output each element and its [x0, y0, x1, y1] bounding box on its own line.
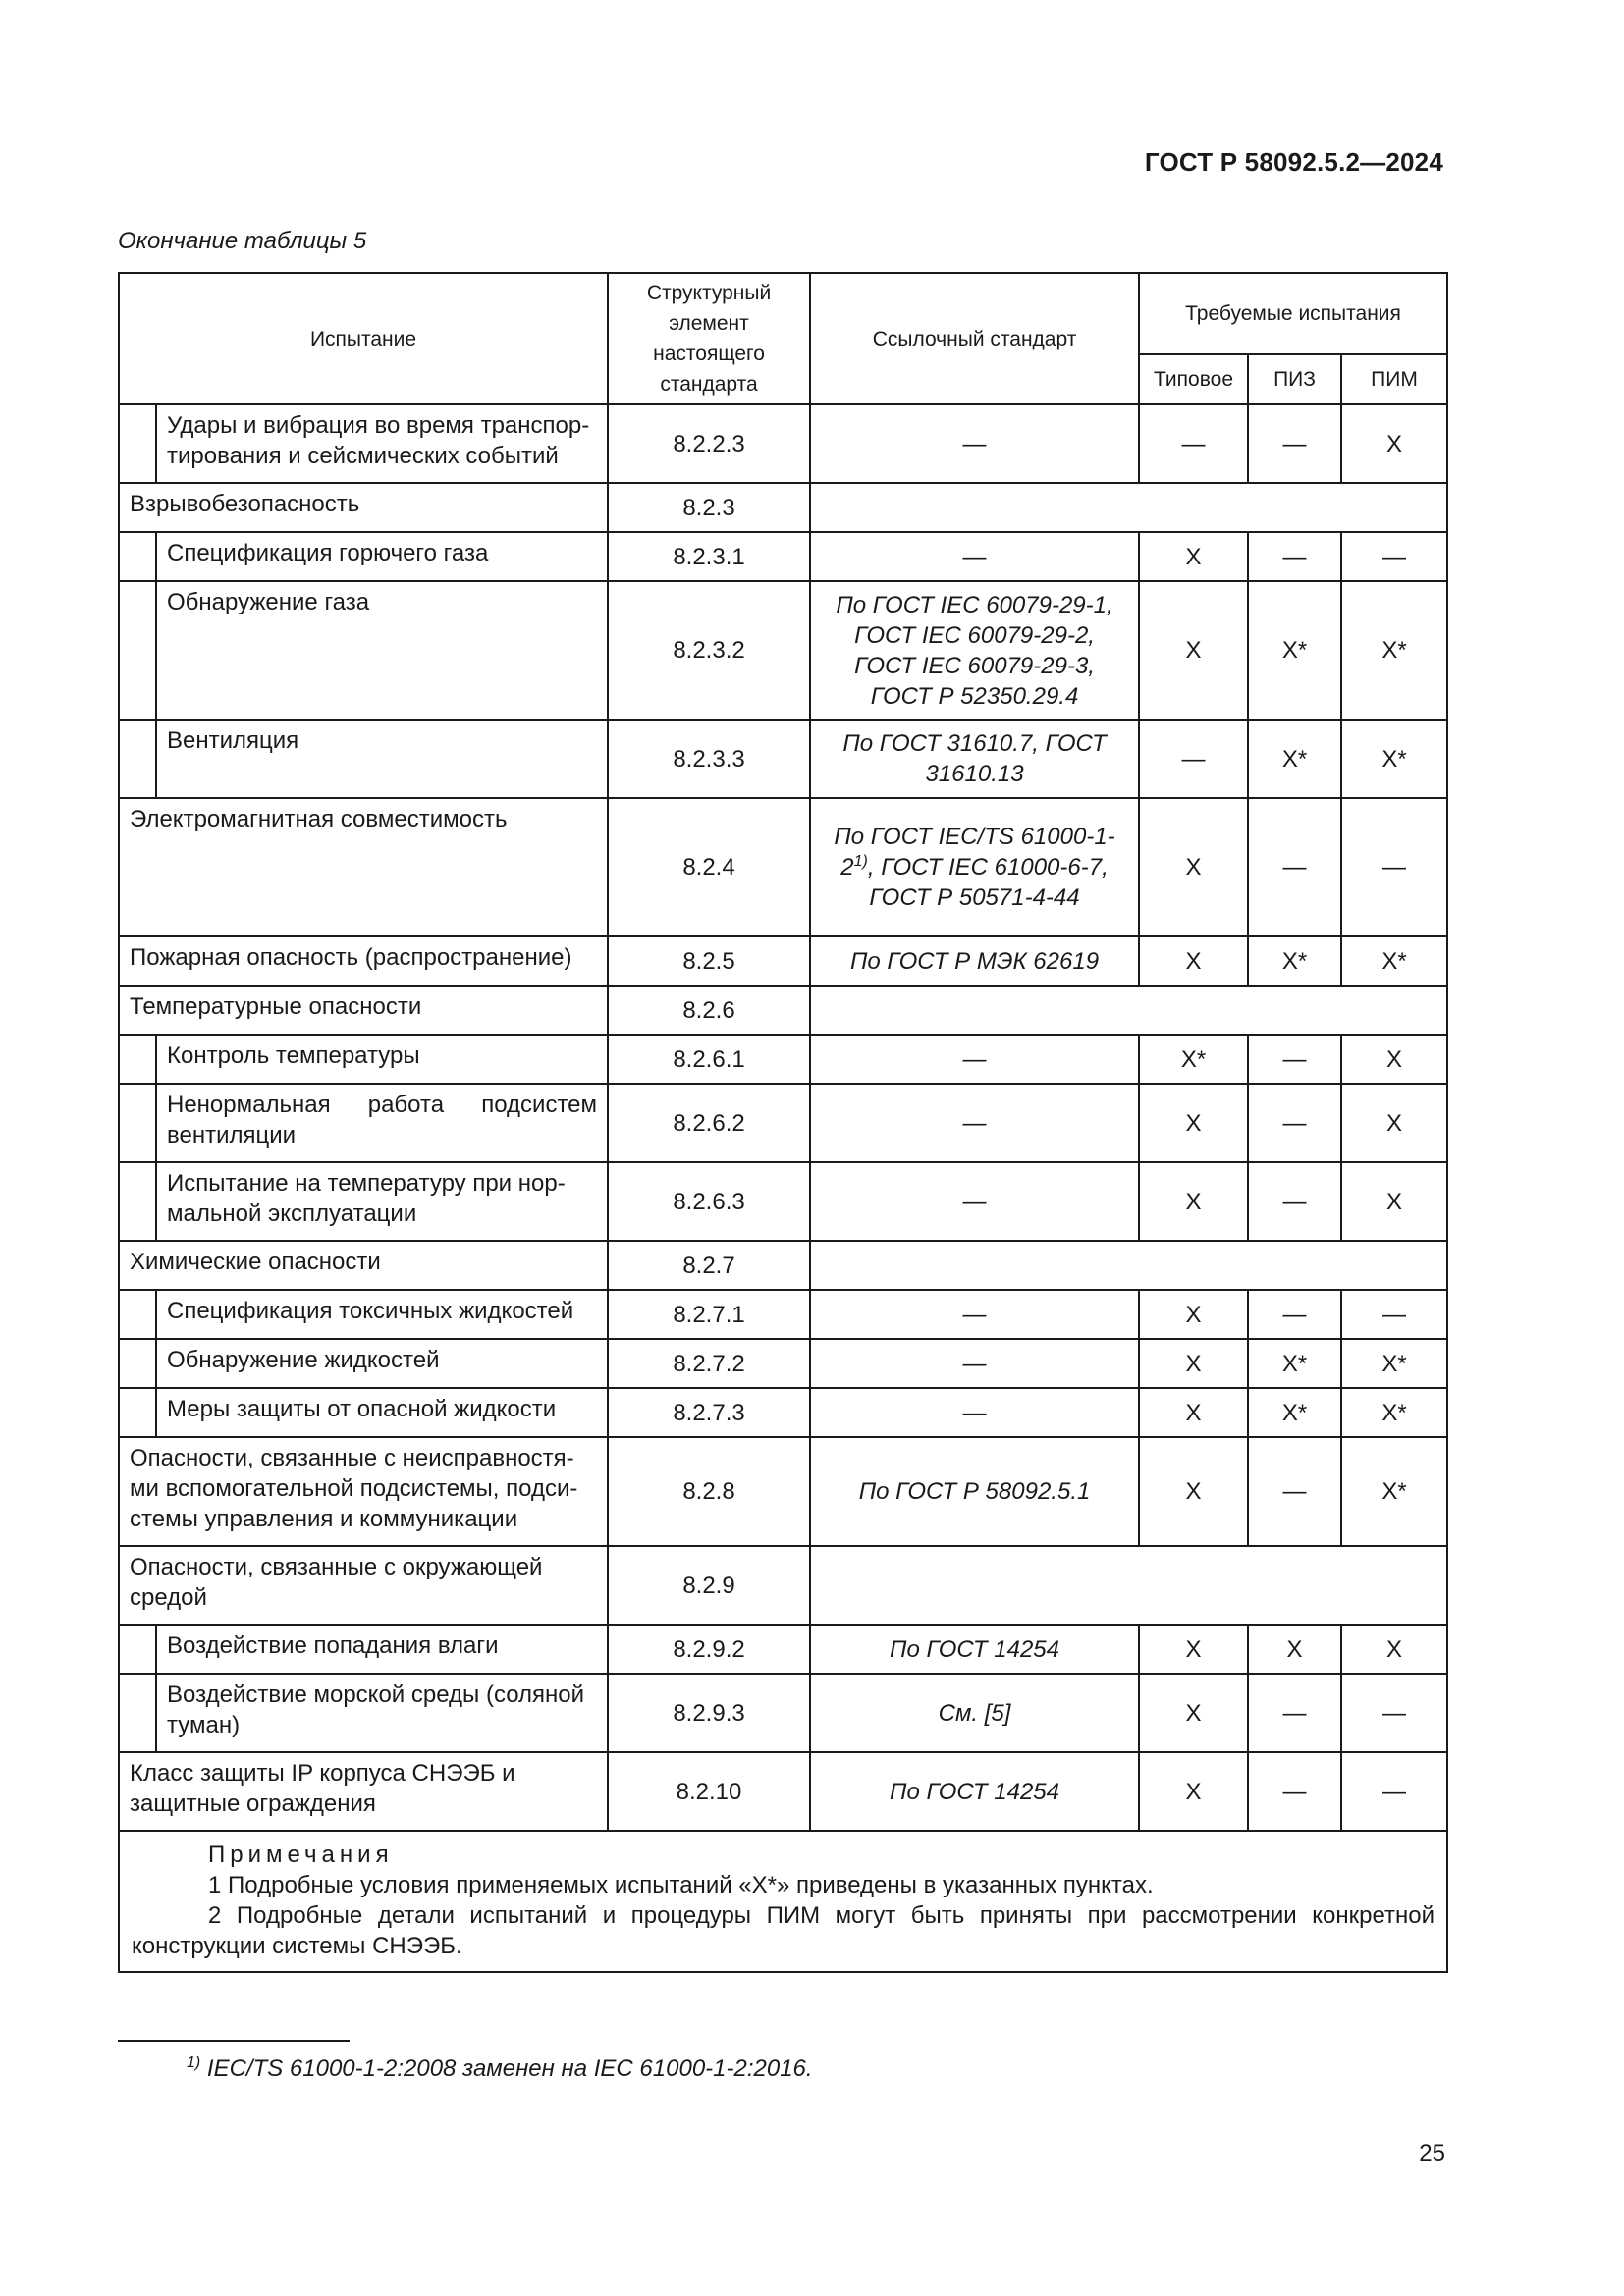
- element-cell: 8.2.3.3: [608, 720, 810, 798]
- indent-cell: [119, 1674, 156, 1752]
- reference-cell: [810, 798, 1139, 936]
- piz-cell: —: [1248, 1162, 1341, 1241]
- header-test: Испытание: [119, 273, 608, 404]
- element-cell: 8.2.3: [608, 483, 810, 532]
- reference-cell: —: [810, 1162, 1139, 1241]
- reference-cell: —: [810, 404, 1139, 483]
- pim-cell: —: [1341, 532, 1447, 581]
- group-title-cell: Химические опасности: [119, 1241, 608, 1290]
- table-row-group: [119, 1546, 1447, 1625]
- empty-cell: [810, 1546, 1447, 1625]
- indent-cell: [119, 1035, 156, 1084]
- empty-cell: [810, 1241, 1447, 1290]
- table-row: [119, 720, 1447, 798]
- test-cell: Спецификация горючего газа: [156, 532, 608, 581]
- table-row-group: [119, 798, 1447, 936]
- header-element: Структурный элемент настоящего стандарта: [608, 273, 810, 404]
- element-cell: 8.2.4: [608, 798, 810, 936]
- element-cell: 8.2.3.1: [608, 532, 810, 581]
- group-title-cell: Электромагнитная совместимость: [119, 798, 608, 936]
- test-cell: Контроль температуры: [156, 1035, 608, 1084]
- table-row: [119, 581, 1447, 720]
- table-row-group: [119, 1437, 1447, 1546]
- piz-cell: —: [1248, 798, 1341, 936]
- piz-cell: —: [1248, 1084, 1341, 1162]
- table-row: [119, 1084, 1447, 1162]
- table-row: [119, 1290, 1447, 1339]
- element-cell: 8.2.7.2: [608, 1339, 810, 1388]
- piz-cell: X*: [1248, 581, 1341, 720]
- table-row: [119, 1625, 1447, 1674]
- pim-cell: X*: [1341, 1437, 1447, 1546]
- indent-cell: [119, 532, 156, 581]
- empty-cell: [810, 986, 1447, 1035]
- reference-text: По ГОСТ IEC/TS 61000-1-2: [834, 824, 1115, 881]
- group-title-cell: Температурные опасности: [119, 986, 608, 1035]
- piz-cell: X*: [1248, 720, 1341, 798]
- typical-cell: X: [1139, 1437, 1248, 1546]
- indent-cell: [119, 1084, 156, 1162]
- notes-title: Примечания: [208, 1842, 394, 1868]
- test-cell: Меры защиты от опасной жидкости: [156, 1388, 608, 1437]
- reference-cell: —: [810, 1290, 1139, 1339]
- typical-cell: X: [1139, 798, 1248, 936]
- reference-cell: По ГОСТ Р 58092.5.1: [810, 1437, 1139, 1546]
- group-title-cell: Пожарная опасность (распространение): [119, 936, 608, 986]
- header-row-1: [119, 273, 1447, 354]
- header-pim: ПИМ: [1341, 354, 1447, 404]
- table-row: [119, 1388, 1447, 1437]
- table-row: [119, 1339, 1447, 1388]
- reference-cell: По ГОСТ 14254: [810, 1752, 1139, 1831]
- reference-cell: См. [5]: [810, 1674, 1139, 1752]
- reference-cell: —: [810, 1339, 1139, 1388]
- typical-cell: X: [1139, 1674, 1248, 1752]
- group-title-cell: Опасности, связанные с окружающей средой: [119, 1546, 608, 1625]
- typical-cell: X: [1139, 1339, 1248, 1388]
- element-cell: 8.2.10: [608, 1752, 810, 1831]
- typical-cell: X: [1139, 1162, 1248, 1241]
- document-code: ГОСТ Р 58092.5.2—2024: [1144, 147, 1443, 177]
- table-caption: Окончание таблицы 5: [118, 228, 367, 254]
- piz-cell: X: [1248, 1625, 1341, 1674]
- typical-cell: X: [1139, 532, 1248, 581]
- reference-cell: —: [810, 1035, 1139, 1084]
- page-number: 25: [1419, 2140, 1445, 2166]
- typical-cell: X: [1139, 1290, 1248, 1339]
- test-cell: Удары и вибрация во время транспор-тирования и сейсмических событий: [156, 404, 608, 483]
- table-row: [119, 404, 1447, 483]
- test-cell: Воздействие попадания влаги: [156, 1625, 608, 1674]
- typical-cell: —: [1139, 720, 1248, 798]
- pim-cell: X: [1341, 1035, 1447, 1084]
- element-cell: 8.2.2.3: [608, 404, 810, 483]
- typical-cell: X: [1139, 936, 1248, 986]
- pim-cell: X: [1341, 1162, 1447, 1241]
- reference-cell: —: [810, 532, 1139, 581]
- pim-cell: X*: [1341, 936, 1447, 986]
- table-row-group: [119, 1241, 1447, 1290]
- element-cell: 8.2.7.3: [608, 1388, 810, 1437]
- typical-cell: —: [1139, 404, 1248, 483]
- element-cell: 8.2.3.2: [608, 581, 810, 720]
- piz-cell: X*: [1248, 1339, 1341, 1388]
- element-cell: 8.2.8: [608, 1437, 810, 1546]
- element-cell: 8.2.5: [608, 936, 810, 986]
- reference-cell: По ГОСТ IEC 60079-29-1, ГОСТ IEC 60079-29-2, ГОСТ IEC 60079-29-3, ГОСТ Р 52350.29.4: [810, 581, 1139, 720]
- typical-cell: X: [1139, 1084, 1248, 1162]
- indent-cell: [119, 1339, 156, 1388]
- pim-cell: X: [1341, 1625, 1447, 1674]
- indent-cell: [119, 1290, 156, 1339]
- pim-cell: X*: [1341, 1388, 1447, 1437]
- note-item: 2 Подробные детали испытаний и процедуры ПИМ могут быть приняты при рассмотрении конкретной конструкции системы СНЭЭБ.: [132, 1902, 1435, 1959]
- table-row: [119, 532, 1447, 581]
- piz-cell: X*: [1248, 1388, 1341, 1437]
- element-cell: 8.2.9: [608, 1546, 810, 1625]
- piz-cell: —: [1248, 1437, 1341, 1546]
- test-cell: Вентиляция: [156, 720, 608, 798]
- table-row: [119, 1035, 1447, 1084]
- pim-cell: —: [1341, 1752, 1447, 1831]
- test-cell: Спецификация токсичных жидкостей: [156, 1290, 608, 1339]
- indent-cell: [119, 581, 156, 720]
- typical-cell: X: [1139, 1388, 1248, 1437]
- footnote-mark: 1): [187, 2055, 201, 2071]
- element-cell: 8.2.6: [608, 986, 810, 1035]
- note-item: 1 Подробные условия применяемых испытаний «X*» приведены в указанных пунктах.: [208, 1872, 1154, 1898]
- pim-cell: —: [1341, 798, 1447, 936]
- indent-cell: [119, 1625, 156, 1674]
- typical-cell: X: [1139, 1625, 1248, 1674]
- table-row: [119, 1674, 1447, 1752]
- reference-cell: По ГОСТ 31610.7, ГОСТ 31610.13: [810, 720, 1139, 798]
- pim-cell: X*: [1341, 1339, 1447, 1388]
- test-cell: Обнаружение газа: [156, 581, 608, 720]
- test-cell: Обнаружение жидкостей: [156, 1339, 608, 1388]
- tests-table: [118, 272, 1448, 1973]
- piz-cell: —: [1248, 404, 1341, 483]
- footnote: [187, 2056, 813, 2083]
- indent-cell: [119, 404, 156, 483]
- reference-text: , ГОСТ IEC 61000-6-7, ГОСТ Р 50571-4-44: [867, 854, 1109, 911]
- pim-cell: —: [1341, 1290, 1447, 1339]
- pim-cell: X: [1341, 404, 1447, 483]
- reference-cell: По ГОСТ Р МЭК 62619: [810, 936, 1139, 986]
- reference-cell: —: [810, 1084, 1139, 1162]
- reference-cell: По ГОСТ 14254: [810, 1625, 1139, 1674]
- typical-cell: X: [1139, 1752, 1248, 1831]
- test-cell: Воздействие морской среды (соляной туман): [156, 1674, 608, 1752]
- footnote-divider: [118, 2040, 350, 2042]
- group-title-cell: Опасности, связанные с неисправностя-ми вспомогательной подсистемы, подси-стемы управления и коммуникации: [119, 1437, 608, 1546]
- test-cell: Испытание на температуру при нор-мальной эксплуатации: [156, 1162, 608, 1241]
- table-row: [119, 1162, 1447, 1241]
- footnote-mark: 1): [853, 853, 868, 870]
- piz-cell: —: [1248, 1035, 1341, 1084]
- piz-cell: —: [1248, 1752, 1341, 1831]
- element-cell: 8.2.9.2: [608, 1625, 810, 1674]
- notes-cell: [119, 1831, 1447, 1972]
- indent-cell: [119, 720, 156, 798]
- table-row-group: [119, 483, 1447, 532]
- table-row-group: [119, 986, 1447, 1035]
- notes-row: [119, 1831, 1447, 1972]
- element-cell: 8.2.6.2: [608, 1084, 810, 1162]
- typical-cell: X*: [1139, 1035, 1248, 1084]
- header-required: Требуемые испытания: [1139, 273, 1447, 354]
- header-piz: ПИЗ: [1248, 354, 1341, 404]
- group-title-cell: Взрывобезопасность: [119, 483, 608, 532]
- element-cell: 8.2.6.3: [608, 1162, 810, 1241]
- piz-cell: —: [1248, 532, 1341, 581]
- indent-cell: [119, 1388, 156, 1437]
- empty-cell: [810, 483, 1447, 532]
- table-row-group: [119, 936, 1447, 986]
- group-title-cell: Класс защиты IP корпуса СНЭЭБ и защитные ограждения: [119, 1752, 608, 1831]
- element-cell: 8.2.7: [608, 1241, 810, 1290]
- header-reference: Ссылочный стандарт: [810, 273, 1139, 404]
- pim-cell: X*: [1341, 720, 1447, 798]
- pim-cell: X*: [1341, 581, 1447, 720]
- pim-cell: —: [1341, 1674, 1447, 1752]
- element-cell: 8.2.9.3: [608, 1674, 810, 1752]
- indent-cell: [119, 1162, 156, 1241]
- piz-cell: X*: [1248, 936, 1341, 986]
- table-row-group: [119, 1752, 1447, 1831]
- piz-cell: —: [1248, 1674, 1341, 1752]
- element-cell: 8.2.7.1: [608, 1290, 810, 1339]
- header-typical: Типовое: [1139, 354, 1248, 404]
- element-cell: 8.2.6.1: [608, 1035, 810, 1084]
- footnote-text: IEC/TS 61000-1-2:2008 заменен на IEC 61000-1-2:2016.: [200, 2056, 813, 2082]
- typical-cell: X: [1139, 581, 1248, 720]
- piz-cell: —: [1248, 1290, 1341, 1339]
- pim-cell: X: [1341, 1084, 1447, 1162]
- reference-cell: —: [810, 1388, 1139, 1437]
- test-cell: Ненормальная работа подсистем вентиляции: [156, 1084, 608, 1162]
